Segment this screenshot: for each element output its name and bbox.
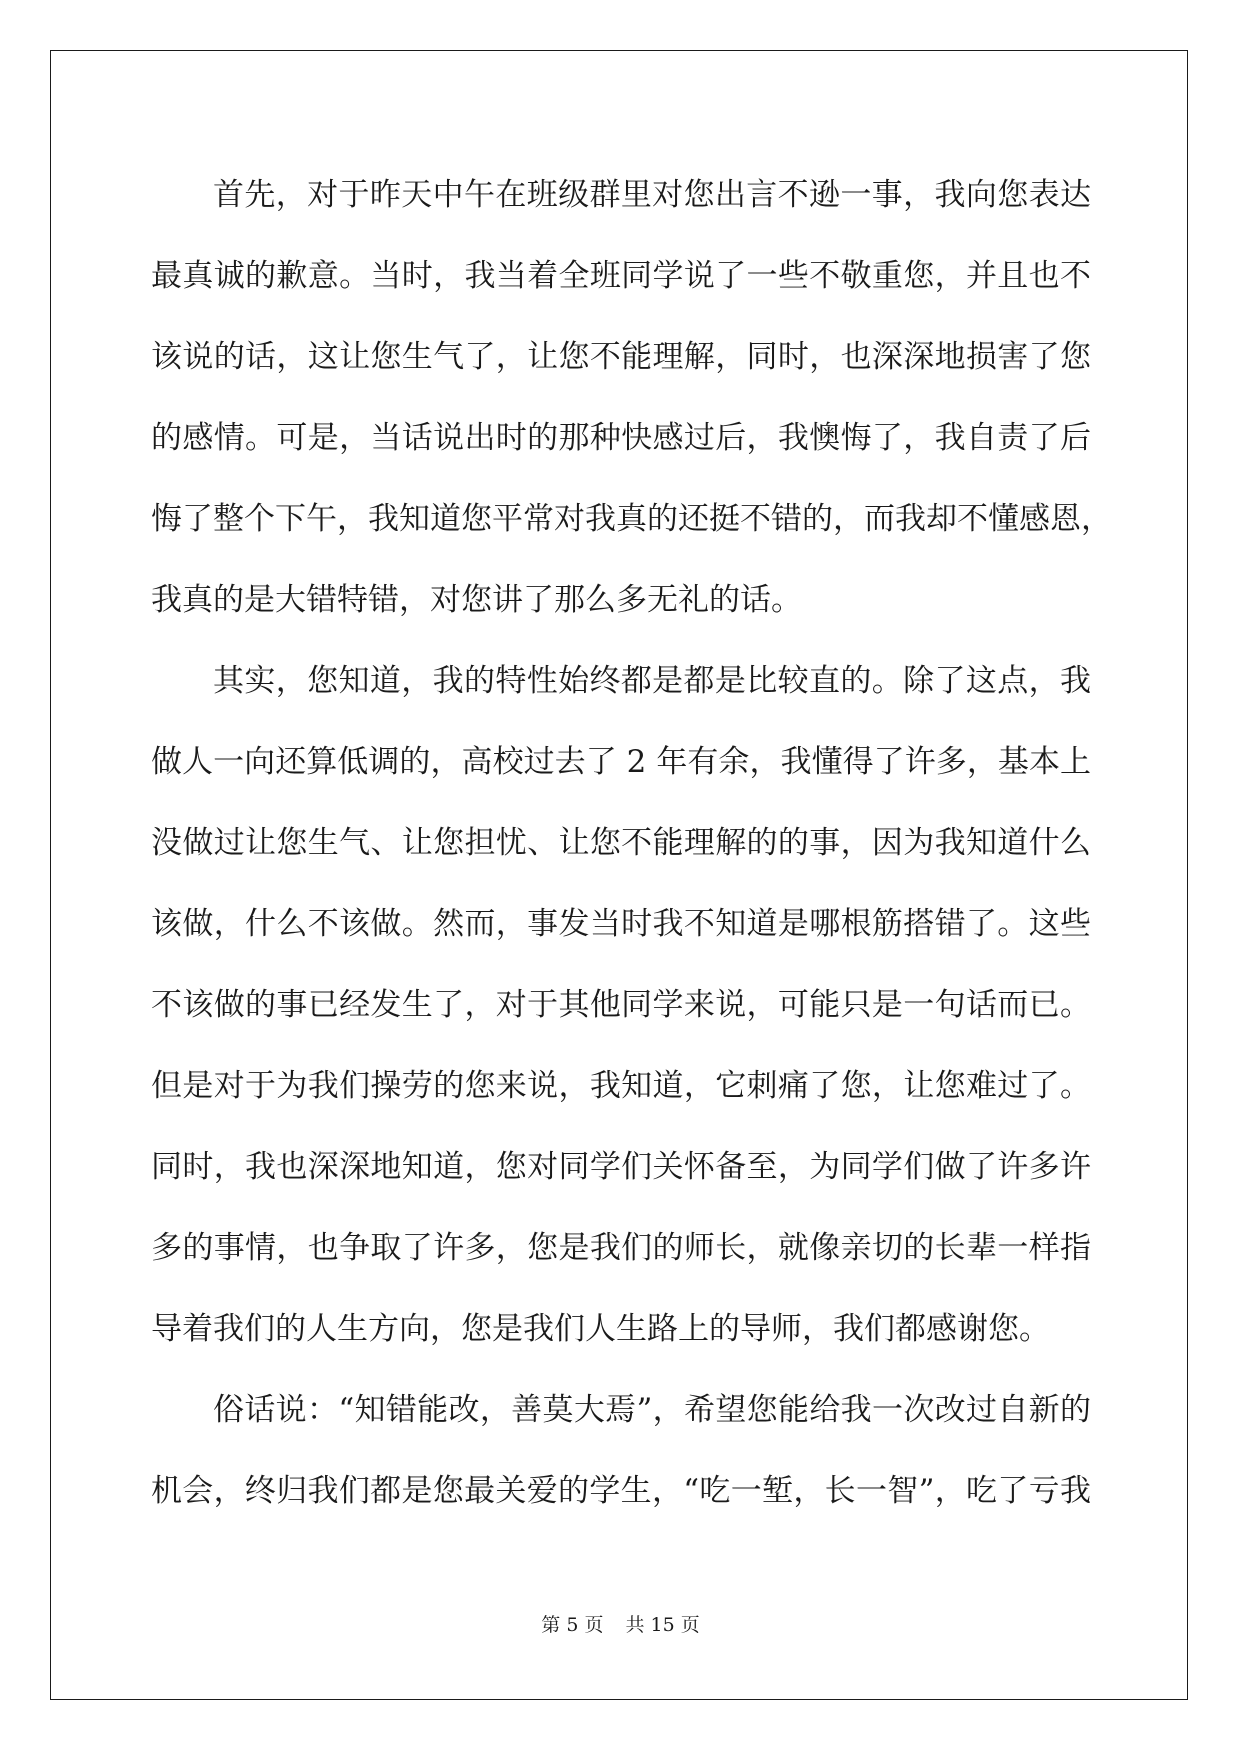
- document-body: [151, 155, 1112, 1532]
- paragraph: [151, 641, 1091, 1370]
- text-line: 首先，对于昨天中午在班级群里对您出言不逊一事，我向您表达: [213, 177, 1091, 213]
- paragraph: [151, 155, 1112, 641]
- text-line: 的感情。可是，当话说出时的那种快感过后，我懊悔了，我自责了后: [151, 420, 1091, 456]
- text-line: 该做，什么不该做。然而，事发当时我不知道是哪根筋搭错了。这些: [151, 906, 1091, 942]
- text-line: 悔了整个下午，我知道您平常对我真的还挺不错的，而我却不懂感恩，: [151, 501, 1112, 537]
- text-line: 不该做的事已经发生了，对于其他同学来说，可能只是一句话而已。: [151, 987, 1091, 1023]
- text-line: 但是对于为我们操劳的您来说，我知道，它刺痛了您，让您难过了。: [151, 1068, 1091, 1104]
- text-line: 该说的话，这让您生气了，让您不能理解，同时，也深深地损害了您: [151, 339, 1091, 375]
- text-line: 没做过让您生气、让您担忧、让您不能理解的的事，因为我知道什么: [151, 825, 1091, 861]
- text-line: 导着我们的人生方向，您是我们人生路上的导师，我们都感谢您。: [151, 1311, 1050, 1347]
- paragraph: [151, 1370, 1091, 1532]
- page-footer: [0, 1610, 1241, 1637]
- page-number-total: 共 15 页: [625, 1614, 700, 1636]
- text-line: 我真的是大错特错，对您讲了那么多无礼的话。: [151, 582, 802, 618]
- text-line: 其实，您知道，我的特性始终都是都是比较直的。除了这点，我: [213, 663, 1091, 699]
- text-line: 同时，我也深深地知道，您对同学们关怀备至，为同学们做了许多许: [151, 1149, 1091, 1185]
- text-line: 俗话说：“知错能改，善莫大焉”，希望您能给我一次改过自新的: [213, 1392, 1091, 1428]
- text-line: 机会，终归我们都是您最关爱的学生，“吃一堑，长一智”，吃了亏我: [151, 1473, 1091, 1509]
- page-number-current: 第 5 页: [541, 1614, 604, 1636]
- text-line: 最真诚的歉意。当时，我当着全班同学说了一些不敬重您，并且也不: [151, 258, 1091, 294]
- text-line: 做人一向还算低调的，高校过去了 2 年有余，我懂得了许多，基本上: [151, 744, 1091, 780]
- text-line: 多的事情，也争取了许多，您是我们的师长，就像亲切的长辈一样指: [151, 1230, 1091, 1266]
